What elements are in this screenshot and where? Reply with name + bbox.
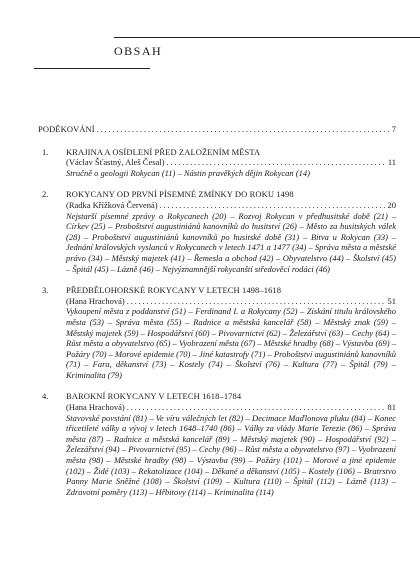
chapter-number: 2. <box>42 189 49 200</box>
chapter-subsections: Stavovské povstání (81) – Ve víru válečných let (82) – Decimace Maďlonova pluku (84) – Konec třicetileté války a vývoj v letech 1648–1740 (86) – Války za vlády Marie Terezie (86) – Správa města (87) – Radnice a městská kancelář (89) – Městský majetek (90) – Hospodářství (92) – Železářství (94) – Pivovarnictví (95) – Cechy (96) – Růst města a obyvatelstvo (97) – Vyobrazení města (98) – Městské hradby (98) – Výstavba (99) – Požáry (101) – Morové a jiné epidemie (102) – Židé (103) – Rekatolizace (104) – Děkané a děkanství (105) – Kostely (106) – Bratrstvo Panny Marie Sněžné (108) – Školství (109) – Kultura (110) – Špitál (112) – Lázně (113) – Zdravotní poměry (113) – Hřbitovy (114) – Kriminalita (114) <box>66 412 396 497</box>
chapter-title: PŘEDBĚLOHORSKÉ ROKYCANY V LETECH 1498–1618 <box>66 285 282 296</box>
toc-chapter-3 <box>38 285 396 380</box>
page-number: 51 <box>387 295 396 306</box>
chapter-title-line[interactable] <box>66 189 396 200</box>
chapter-subsections: Nejstarší písemné zprávy o Rokycanech (20) – Rozvoj Rokycan v předhusitské době (21) – Církev (25) – Proboštství augustiniánů kanovníků do husitství (26) – Město za husitských válek (28) – Proboštství augustiniánů kanovníků po husitské době (31) – Bitva u Rokycan (33) – Jednání královských vyslanců v Rokycanech v letech 1471 a 1477 (34) – Správa města a městské právo (34) – Městský majetek (41) – Řemesla a obchod (42) – Obyvatelstvo (44) – Školství (45) – Špitál (45) – Lázně (46) – Nejvýznamnější rokycanští středověcí rodáci (46) <box>66 210 396 274</box>
chapter-title: ROKYCANY OD PRVNÍ PÍSEMNÉ ZMÍNKY DO ROKU 1498 <box>66 189 294 200</box>
page-number: 81 <box>387 402 396 413</box>
dot-leader <box>167 157 386 168</box>
chapter-number: 3. <box>42 285 49 296</box>
chapter-authors: (Radka Křížková Červená) <box>66 199 158 210</box>
chapter-title-line[interactable] <box>66 147 396 158</box>
dot-leader <box>97 124 390 135</box>
table-of-contents <box>38 124 396 497</box>
toc-chapter-4 <box>38 391 396 497</box>
chapter-title-line[interactable] <box>66 391 396 402</box>
page-number: 7 <box>391 124 396 134</box>
chapter-authors-line <box>66 157 396 168</box>
dot-leader <box>127 296 386 307</box>
dot-leader <box>160 200 386 211</box>
chapter-authors-line <box>66 200 396 211</box>
toc-entry-acknowledgements[interactable] <box>38 124 396 135</box>
title-underline <box>34 68 150 69</box>
chapter-authors: (Hana Hrachová) <box>66 295 125 306</box>
chapter-number: 4. <box>42 391 49 402</box>
chapter-authors: (Hana Hrachová) <box>66 402 125 413</box>
chapter-subsections: Stručně o geologii Rokycan (11) – Nástin pravěkých dějin Rokycan (14) <box>66 167 310 178</box>
chapter-subsections: Vykoupení města z poddanství (51) – Ferdinand I. a Rokycany (52) – Získání titulu královského města (53) – Správa města (55) – Radnice a městská kancelář (58) – Městský znak (59) – Městský majetek (59) – Hospodářství (60) – Pivovarnictví (62) – Železářství (63) – Cechy (64) – Růst města a obyvatelstvo (65) – Vyobrazení města (67) – Městské hradby (68) – Výstavba (69) – Požáry (70) – Morové epidemie (70) – Jiné katastrofy (71) – Proboštství augustiniánů kanovníků (71) – Fara, děkanství (73) – Kostely (74) – Školství (76) – Kultura (77) – Špitál (79) – Kriminalita (79) <box>66 306 396 380</box>
top-rule <box>114 37 420 38</box>
toc-chapter-2 <box>38 189 396 274</box>
dot-leader <box>127 402 386 413</box>
chapter-authors: (Václav Šťastný, Aleš Česal) <box>66 157 165 168</box>
acknowledgements-label: PODĚKOVÁNÍ <box>38 124 95 134</box>
toc-chapter-1 <box>38 147 396 179</box>
page-number: 11 <box>387 157 396 168</box>
chapter-authors-line <box>66 402 396 413</box>
chapter-title: BAROKNÍ ROKYCANY V LETECH 1618–1784 <box>66 391 242 402</box>
chapter-authors-line <box>66 296 396 307</box>
page-number: 20 <box>387 199 396 210</box>
chapter-title: KRAJINA A OSÍDLENÍ PŘED ZALOŽENÍM MĚSTA <box>66 146 261 157</box>
chapter-title-line[interactable] <box>66 285 396 296</box>
page-title: OBSAH <box>114 44 163 58</box>
chapter-number: 1. <box>42 146 49 157</box>
